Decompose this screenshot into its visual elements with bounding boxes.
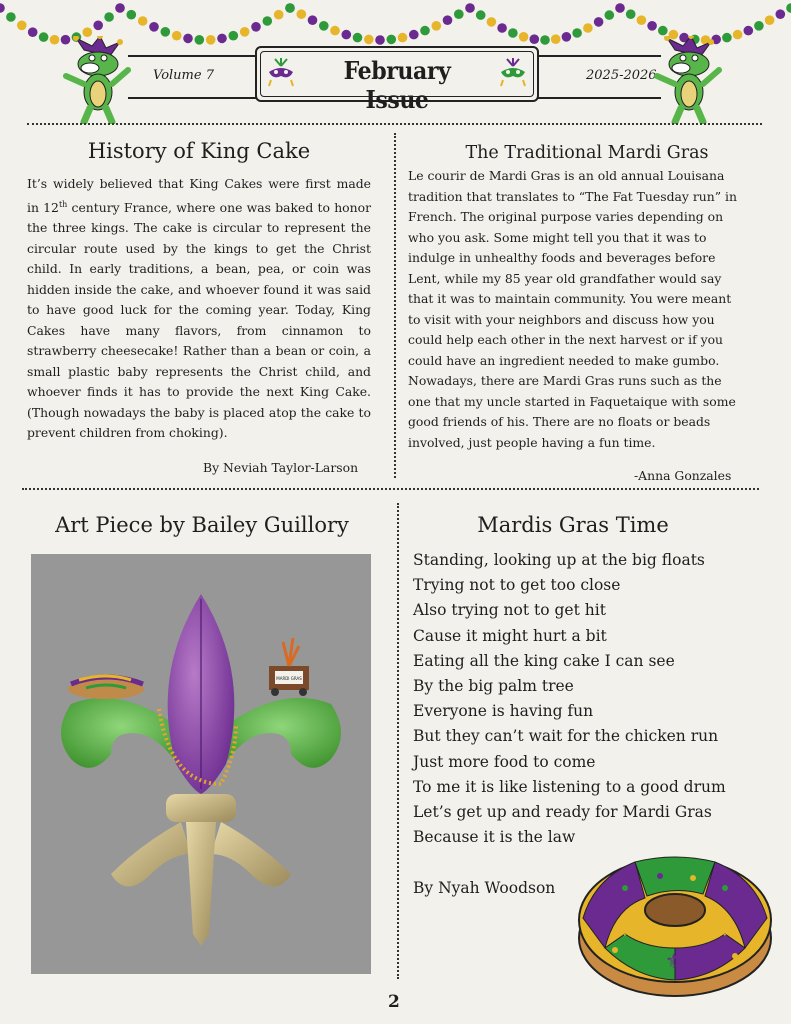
bead	[733, 30, 743, 40]
poem-text	[413, 548, 726, 850]
bead	[330, 26, 340, 36]
poem-line: Everyone is having fun	[413, 702, 594, 721]
fleur-de-lis-icon: ⚜	[615, 917, 635, 942]
bead	[786, 3, 791, 13]
divider-column-bottom	[397, 503, 399, 979]
bead	[432, 21, 442, 31]
bead	[297, 9, 307, 19]
volume-label: Volume 7	[153, 68, 214, 83]
page-number: 2	[388, 992, 400, 1012]
mardi-gras-text	[408, 166, 768, 453]
bead	[17, 21, 27, 31]
float-sign-text: MARDI GRAS	[276, 676, 302, 681]
bead	[115, 3, 125, 13]
bead	[497, 23, 507, 33]
divider-column-top	[394, 133, 396, 478]
bead	[658, 26, 668, 36]
bead	[615, 3, 625, 13]
bead	[465, 3, 475, 13]
bead	[240, 27, 250, 37]
ordinal-suffix: th	[58, 199, 68, 209]
poem-line: But they can’t wait for the chicken run	[413, 727, 719, 746]
bead	[50, 35, 60, 45]
mardi-gras-mask-icon	[497, 58, 529, 88]
header-rule-bottom-left	[128, 97, 256, 99]
poem-line: Also trying not to get hit	[413, 601, 606, 620]
king-cake-title: History of King Cake	[87, 139, 311, 163]
poem-line: Cause it might hurt a bit	[413, 626, 607, 645]
bead	[572, 28, 582, 38]
article-line: one that my uncle started in Faquetaique with some	[408, 393, 736, 409]
issue-title: February Issue	[343, 56, 451, 114]
bead	[562, 32, 572, 42]
bead	[161, 27, 171, 37]
fleur-de-lis-icon: ⚜	[715, 917, 735, 942]
bead	[28, 27, 38, 37]
fleur-de-lis-artwork	[31, 554, 371, 974]
divider-middle	[22, 488, 759, 490]
article-line: could help each other in the next harvest or if you	[408, 332, 724, 347]
article-line: could have an ingredient needed to make gumbo.	[408, 352, 720, 368]
header-rule-top-right	[535, 55, 661, 57]
article-line: good friends of his. There are no floats or beads	[408, 414, 711, 429]
bead	[637, 15, 647, 25]
mardi-gras-mask-icon	[265, 58, 297, 88]
bead	[263, 16, 273, 26]
bead	[274, 10, 284, 20]
bead	[127, 10, 137, 20]
article-line: Lent, while my 85 year old grandfather would say	[408, 270, 722, 286]
article-line: Nowadays, there are Mardi Gras runs such as the	[408, 373, 722, 388]
poem-title: Mardis Gras Time	[477, 513, 669, 537]
bead	[183, 34, 193, 44]
poem-byline: By Nyah Woodson	[413, 879, 556, 897]
poem-line: Trying not to get too close	[413, 576, 621, 595]
bead	[398, 33, 408, 43]
poem-line: To me it is like listening to a good drum	[413, 777, 726, 796]
article-line: indulge in unhealthy foods and beverages before	[408, 250, 716, 265]
bead	[508, 28, 518, 38]
mardi-gras-byline: -Anna Gonzales	[634, 468, 732, 483]
poem-line: Standing, looking up at the big floats	[413, 551, 705, 569]
bead	[420, 26, 430, 36]
art-piece-title: Art Piece by Bailey Guillory	[55, 513, 349, 537]
article-line: to visit with your neighbors and discuss how you	[408, 311, 715, 327]
jester-gator-left	[62, 36, 134, 124]
bead	[443, 15, 453, 25]
year-label: 2025-2026	[586, 68, 657, 83]
fleur-de-lis-icon: ⚜	[665, 949, 683, 973]
bead	[583, 23, 593, 33]
poem-line: Because it is the law	[413, 828, 576, 847]
bead	[308, 15, 318, 25]
bead	[519, 32, 529, 42]
bead	[594, 17, 604, 27]
bead	[647, 21, 657, 31]
article-line: French. The original purpose varies depending on	[408, 209, 724, 224]
bead	[0, 3, 5, 13]
bead	[487, 17, 497, 27]
article-line: who you ask. Some might tell you that it was to	[408, 229, 707, 245]
bead	[342, 30, 352, 40]
bead	[375, 35, 385, 45]
bead	[754, 21, 764, 31]
divider-top	[27, 123, 762, 125]
bead	[195, 35, 205, 45]
bead	[104, 12, 114, 22]
bead	[172, 31, 182, 41]
king-cake-illustration	[575, 838, 775, 1000]
bead	[530, 34, 540, 44]
poem-line: By the big palm tree	[413, 677, 574, 696]
king-cake-text: It’s widely believed that King Cakes were first made in 12th century France, where one was baked to honor the three kings. The cake is circular to represent the circular route used by the kings to get the Christ child. In early traditions, a bean, pea, or coin was hidden inside the cake, and whoever found it was said to have good luck for the coming year. Today, King Cakes have many flavors, from cinnamon to strawberry cheesecake! Rather than a bean or coin, a small plastic baby represents the Christ child, and whoever finds it has to provide the next King Cake. (Though nowadays the baby is placed atop the cake to prevent children from choking).	[27, 176, 371, 441]
bead	[765, 15, 775, 25]
bead	[206, 35, 216, 45]
bead	[476, 10, 486, 20]
bead	[551, 34, 561, 44]
poem-line: Eating all the king cake I can see	[413, 651, 675, 670]
jester-gator-right	[653, 36, 725, 124]
bead	[353, 33, 363, 43]
poem-line: Let’s get up and ready for Mardi Gras	[413, 803, 712, 822]
article-line: Le courir de Mardi Gras is an old annual Louisana	[408, 168, 725, 183]
bead	[6, 12, 16, 22]
article-line: involved, just people having a fun time.	[408, 434, 656, 450]
fleur-de-lis-painting	[31, 554, 371, 974]
poem-line: Just more food to come	[413, 752, 596, 771]
bead	[217, 34, 227, 44]
bead	[319, 21, 329, 31]
bead	[138, 16, 148, 26]
bead	[626, 9, 636, 19]
bead	[605, 10, 615, 20]
bead	[540, 35, 550, 45]
bead	[364, 35, 374, 45]
bead	[39, 32, 49, 42]
bead	[251, 22, 261, 32]
header-rule-top-left	[128, 55, 256, 57]
bead	[744, 26, 754, 36]
bead	[229, 31, 239, 41]
bead	[93, 21, 103, 31]
bead	[409, 30, 419, 40]
bead	[285, 3, 295, 13]
mardi-gras-title: The Traditional Mardi Gras	[465, 143, 709, 163]
bead	[387, 35, 397, 45]
bead	[149, 22, 159, 32]
bead	[454, 9, 464, 19]
article-line: that it was to maintain community. You were meant	[408, 291, 732, 306]
bead	[776, 9, 786, 19]
article-line: tradition that translates to “The Fat Tuesday run” in	[408, 188, 737, 204]
king-cake-byline: By Neviah Taylor-Larson	[203, 460, 359, 475]
header-rule-bottom-right	[535, 97, 661, 99]
issue-title-box	[255, 46, 539, 114]
